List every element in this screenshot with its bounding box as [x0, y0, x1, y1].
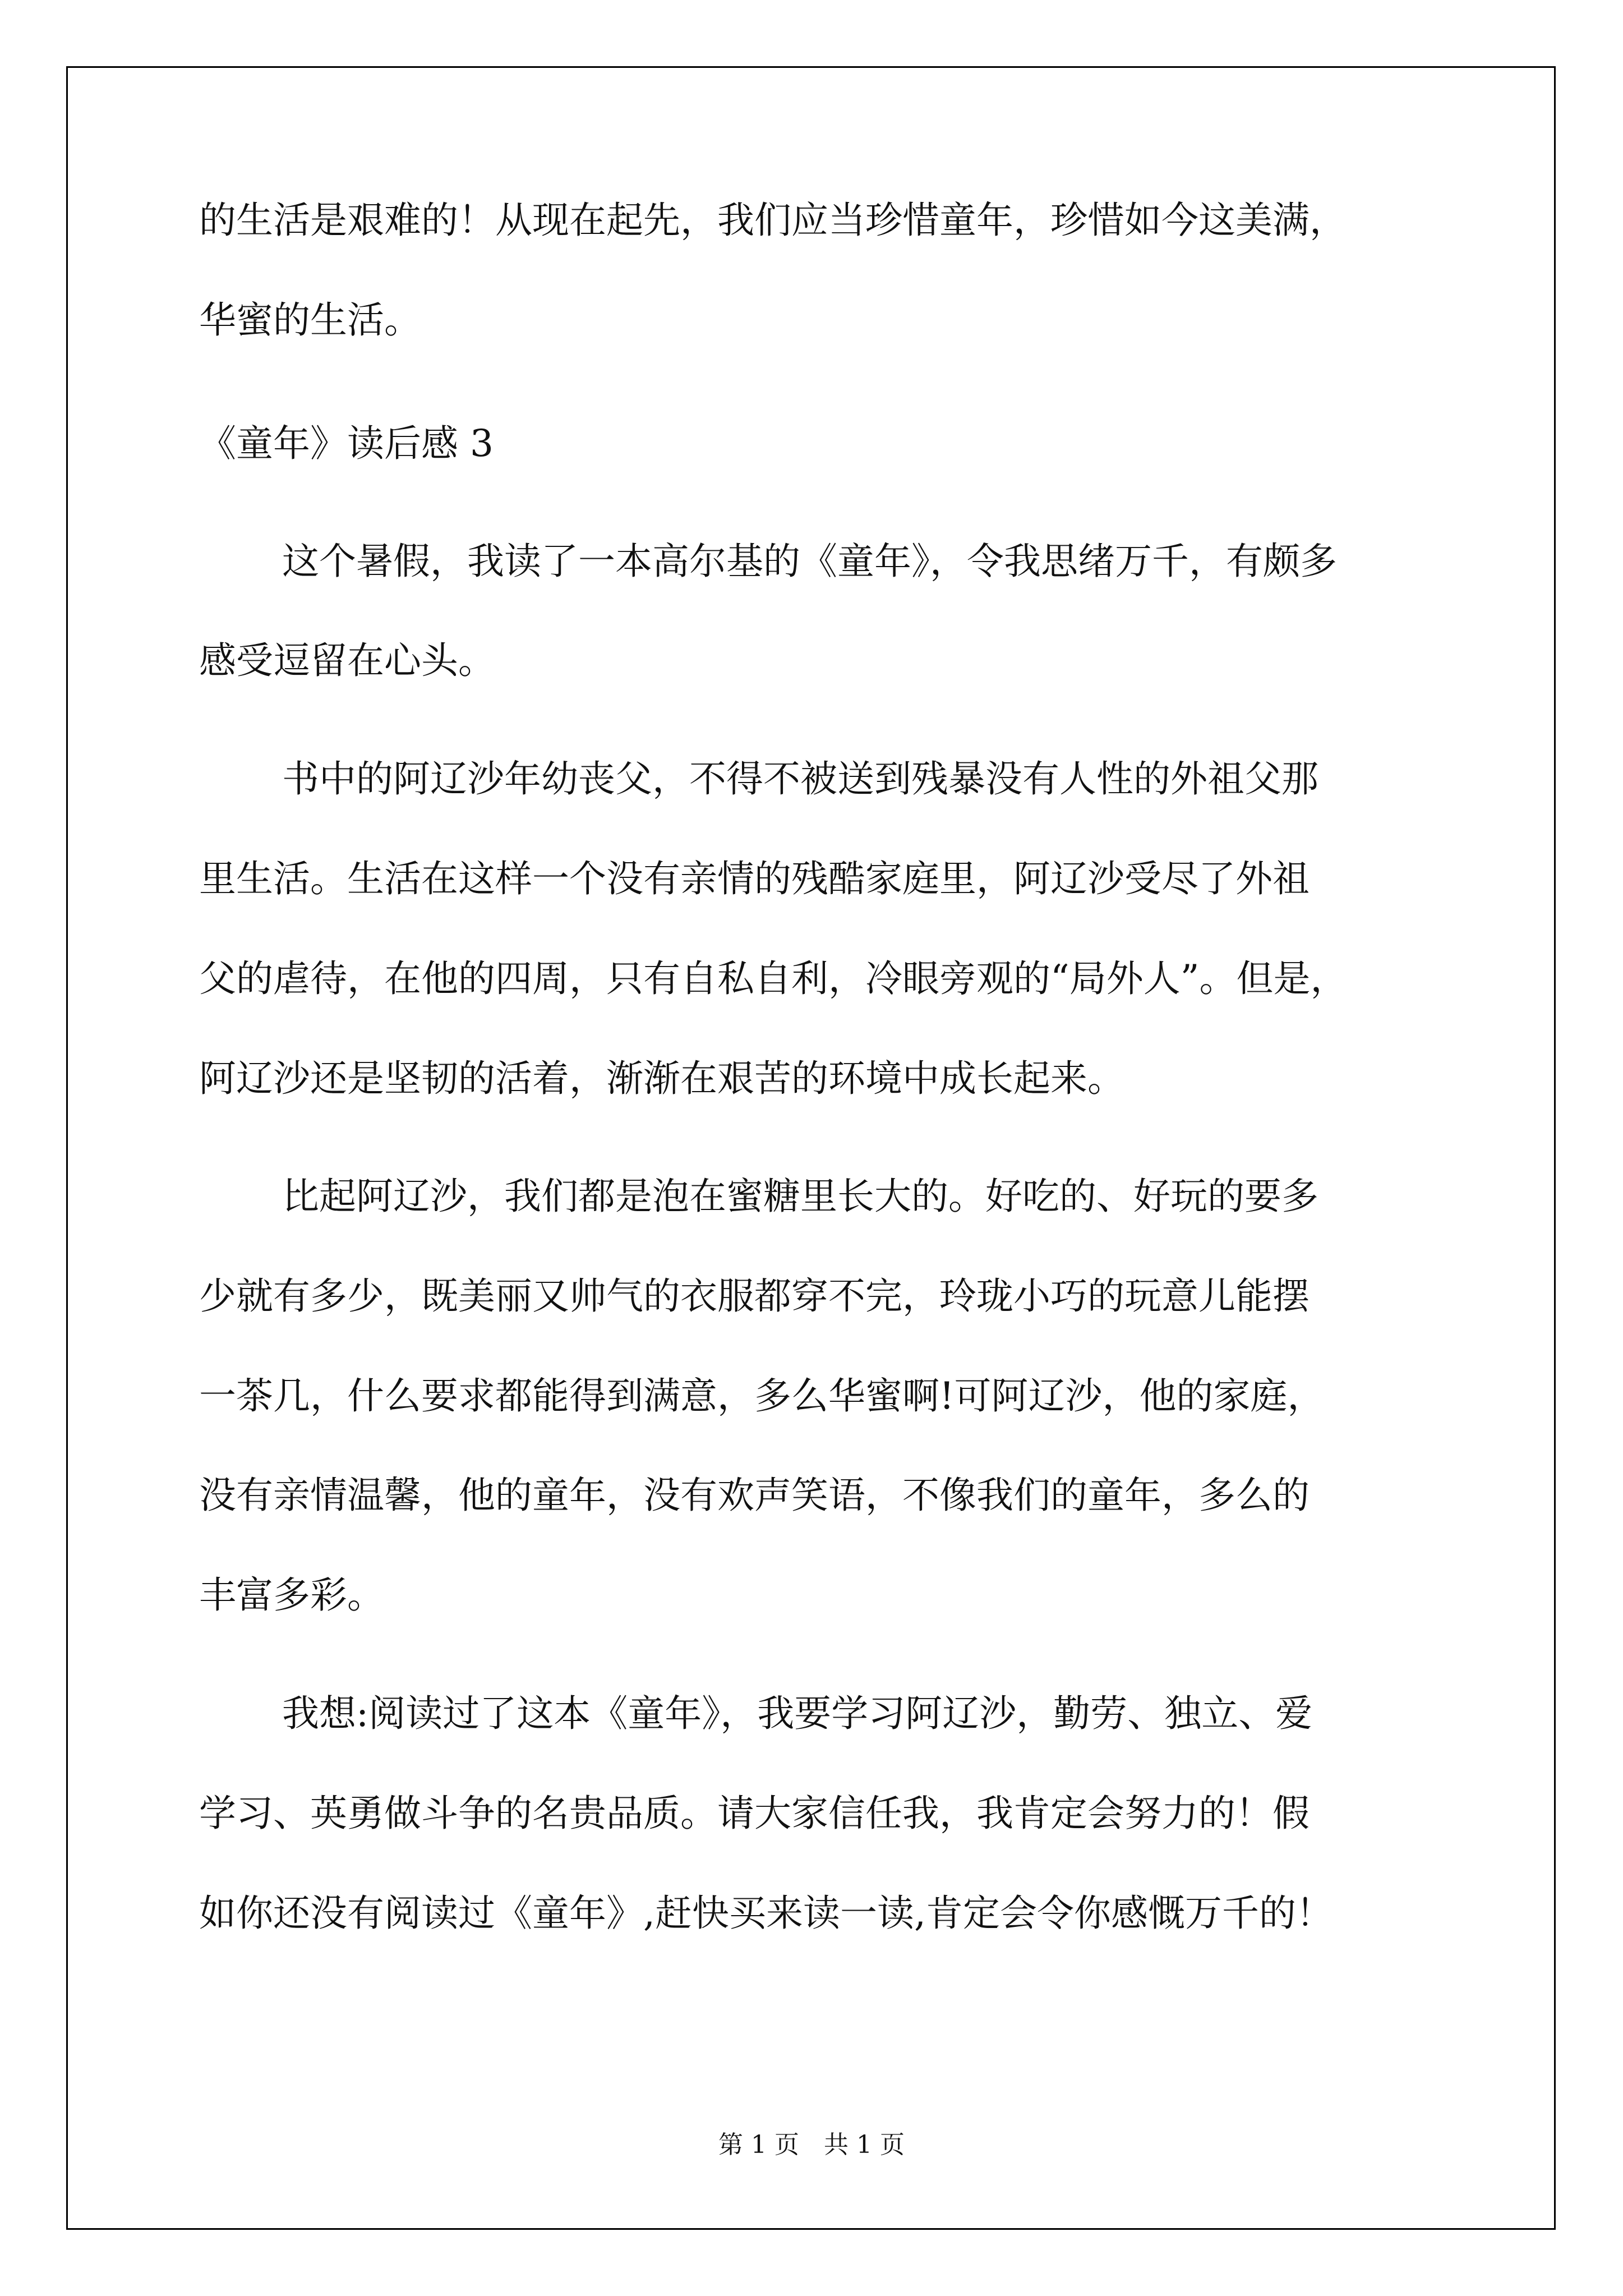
text-line: 里生活。生活在这样一个没有亲情的残酷家庭里，阿辽沙受尽了外祖: [199, 857, 1310, 900]
text-line: 没有亲情温馨，他的童年，没有欢声笑语，不像我们的童年，多么的: [199, 1474, 1310, 1517]
text-line: 少就有多少，既美丽又帅气的衣服都穿不完，玲珑小巧的玩意儿能摆: [199, 1274, 1310, 1318]
text-line: 阿辽沙还是坚韧的活着，渐渐在艰苦的环境中成长起来。: [199, 1057, 1124, 1100]
text-line: 丰富多彩。: [199, 1573, 384, 1617]
text-line: 的生活是艰难的！从现在起先，我们应当珍惜童年，珍惜如今这美满，: [199, 199, 1347, 242]
text-line: 学习、英勇做斗争的名贵品质。请大家信任我，我肯定会努力的！假: [199, 1792, 1310, 1835]
text-line: 如你还没有阅读过《童年》,赶快买来读一读,肯定会令你感慨万千的！: [199, 1892, 1333, 1935]
text-line: 书中的阿辽沙年幼丧父，不得不被送到残暴没有人性的外祖父那: [282, 757, 1318, 800]
text-line: 感受逗留在心头。: [199, 639, 495, 682]
page-footer: 第 1 页 共 1 页: [718, 2131, 905, 2159]
text-line: 一茶几，什么要求都能得到满意，多么华蜜啊!可阿辽沙，他的家庭，: [199, 1374, 1325, 1418]
text-line: 父的虐待，在他的四周，只有自私自利，冷眼旁观的“局外人”。但是，: [199, 957, 1348, 1000]
text-line: 我想:阅读过了这本《童年》，我要学习阿辽沙，勤劳、独立、爱: [282, 1692, 1313, 1735]
text-line: 这个暑假，我读了一本高尔基的《童年》，令我思绪万千，有颇多: [282, 540, 1337, 583]
text-line: 华蜜的生活。: [199, 298, 421, 342]
text-line: 比起阿辽沙，我们都是泡在蜜糖里长大的。好吃的、好玩的要多: [282, 1175, 1318, 1218]
section-heading: 《童年》读后感 3: [199, 422, 494, 465]
